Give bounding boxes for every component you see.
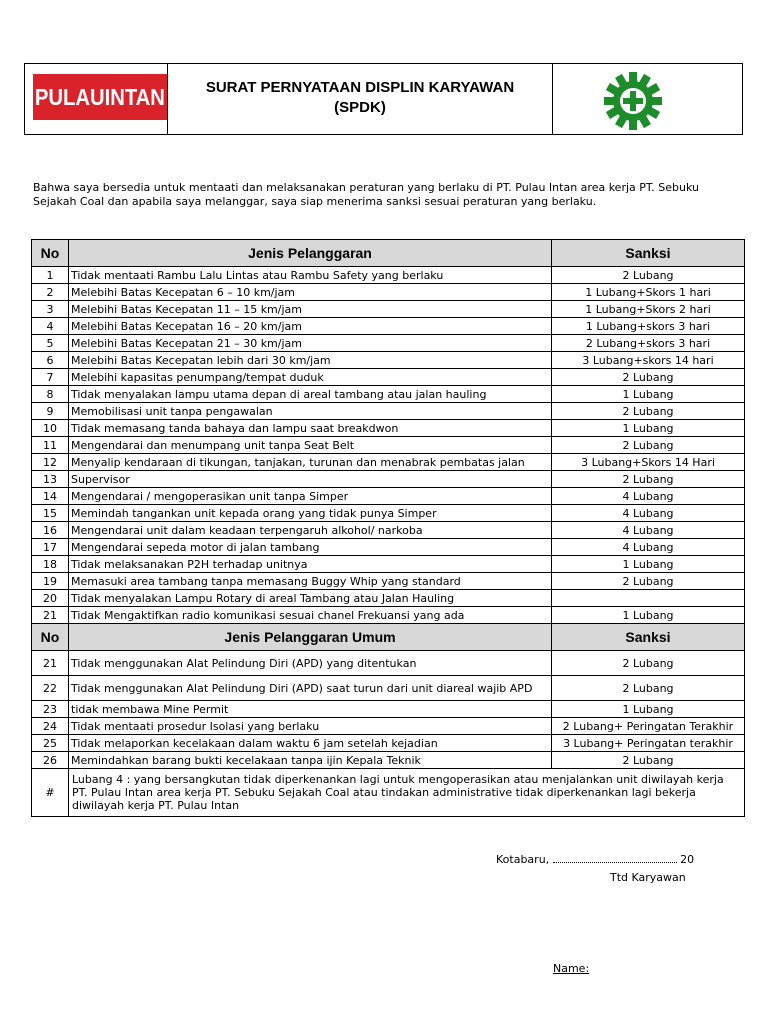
logo-text: PULAUINTAN — [34, 83, 166, 110]
table-row — [32, 471, 745, 488]
row-number: 9 — [32, 403, 69, 420]
violations-table — [31, 239, 745, 817]
table-row — [32, 267, 745, 284]
sanction-text: 2 Lubang — [552, 437, 745, 454]
table-row — [32, 284, 745, 301]
row-number: 8 — [32, 386, 69, 403]
table-row — [32, 369, 745, 386]
document-title — [168, 78, 552, 118]
violation-text: Melebihi Batas Kecepatan 16 – 20 km/jam — [69, 318, 552, 335]
row-number: 5 — [32, 335, 69, 352]
violation-text: Memindahkan barang bukti kecelakaan tanpa ijin Kepala Teknik — [69, 752, 552, 769]
sanction-text: 3 Lubang+Skors 14 Hari — [552, 454, 745, 471]
row-number: 24 — [32, 718, 69, 735]
sanction-text: 1 Lubang+Skors 1 hari — [552, 284, 745, 301]
violation-text: tidak membawa Mine Permit — [69, 701, 552, 718]
violation-text: Memasuki area tambang tanpa memasang Buggy Whip yang standard — [69, 573, 552, 590]
sanction-text: 1 Lubang — [552, 420, 745, 437]
table-row — [32, 301, 745, 318]
sanction-text: 3 Lubang+ Peringatan terakhir — [552, 735, 745, 752]
row-number: 26 — [32, 752, 69, 769]
violation-text: Mengendarai sepeda motor di jalan tambang — [69, 539, 552, 556]
row-number: 23 — [32, 701, 69, 718]
violation-text: Melebihi kapasitas penumpang/tempat duduk — [69, 369, 552, 386]
sanction-text: 3 Lubang+skors 14 hari — [552, 352, 745, 369]
row-number: 18 — [32, 556, 69, 573]
row-number: 3 — [32, 301, 69, 318]
sanction-text: 2 Lubang — [552, 651, 745, 676]
col-jenis-header: Jenis Pelanggaran — [69, 240, 552, 267]
header-box — [24, 63, 743, 135]
violation-text: Tidak mentaati Rambu Lalu Lintas atau Rambu Safety yang berlaku — [69, 267, 552, 284]
sanction-text: 2 Lubang — [552, 267, 745, 284]
signature-place: Kotabaru, — [496, 853, 550, 866]
general-violations-table-body — [32, 624, 745, 769]
sanction-text: 4 Lubang — [552, 522, 745, 539]
signature-year: 20 — [680, 853, 695, 866]
table-header-row — [32, 624, 745, 651]
table-row — [32, 420, 745, 437]
sanction-text: 4 Lubang — [552, 488, 745, 505]
header-divider — [552, 64, 553, 134]
col-jenis-umum-header: Jenis Pelanggaran Umum — [69, 624, 552, 651]
sanction-text: 2 Lubang+skors 3 hari — [552, 335, 745, 352]
row-number: 22 — [32, 676, 69, 701]
sanction-text: 4 Lubang — [552, 505, 745, 522]
violation-text: Supervisor — [69, 471, 552, 488]
row-number: 20 — [32, 590, 69, 607]
violation-text: Tidak menyalakan Lampu Rotary di areal Tambang atau Jalan Hauling — [69, 590, 552, 607]
table-header-row — [32, 240, 745, 267]
violation-text: Tidak memasang tanda bahaya dan lampu saat breakdwon — [69, 420, 552, 437]
row-number: 16 — [32, 522, 69, 539]
row-number: 21 — [32, 651, 69, 676]
table-row — [32, 718, 745, 735]
sanction-text: 2 Lubang — [552, 573, 745, 590]
violation-text: Melebihi Batas Kecepatan lebih dari 30 km/jam — [69, 352, 552, 369]
row-number: 19 — [32, 573, 69, 590]
violation-text: Tidak melaporkan kecelakaan dalam waktu 6 jam setelah kejadian — [69, 735, 552, 752]
sanction-text: 2 Lubang — [552, 403, 745, 420]
note-body — [32, 769, 745, 817]
table-row — [32, 735, 745, 752]
row-number: 13 — [32, 471, 69, 488]
sanction-text: 4 Lubang — [552, 539, 745, 556]
table-row — [32, 403, 745, 420]
table-row — [32, 676, 745, 701]
row-number: 11 — [32, 437, 69, 454]
name-label: Name: — [553, 962, 590, 975]
violation-text: Melebihi Batas Kecepatan 21 – 30 km/jam — [69, 335, 552, 352]
violations-table-body — [32, 240, 745, 624]
table-row — [32, 454, 745, 471]
table-row — [32, 752, 745, 769]
table-row — [32, 573, 745, 590]
row-number: 14 — [32, 488, 69, 505]
row-number: 17 — [32, 539, 69, 556]
col-no-header: No — [32, 624, 69, 651]
violation-text: Tidak mentaati prosedur Isolasi yang berlaku — [69, 718, 552, 735]
sanction-text: 2 Lubang — [552, 369, 745, 386]
safety-gear-cross-icon — [603, 71, 663, 131]
sanction-text: 1 Lubang+skors 3 hari — [552, 318, 745, 335]
note-row — [32, 769, 745, 817]
note-text: Lubang 4 : yang bersangkutan tidak diperkenankan lagi untuk mengoperasikan atau menjalankan unit diwilayah kerja PT. Pulau Intan area kerja PT. Sebuku Sejakah Coal atau tindakan administrative tidak diperkenankan lagi bekerja diwilayah kerja PT. Pulau Intan — [69, 769, 745, 817]
row-number: 7 — [32, 369, 69, 386]
row-number: 21 — [32, 607, 69, 624]
table-row — [32, 539, 745, 556]
violation-text: Mengendarai dan menumpang unit tanpa Seat Belt — [69, 437, 552, 454]
sanction-text: 2 Lubang+ Peringatan Terakhir — [552, 718, 745, 735]
violation-text: Tidak Mengaktifkan radio komunikasi sesuai chanel Frekuansi yang ada — [69, 607, 552, 624]
table-row — [32, 318, 745, 335]
title-line-1: SURAT PERNYATAAN DISPLIN KARYAWAN — [205, 79, 515, 96]
signature-date — [496, 853, 694, 866]
table-row — [32, 505, 745, 522]
violation-text: Tidak menyalakan lampu utama depan di areal tambang atau jalan hauling — [69, 386, 552, 403]
row-number: 12 — [32, 454, 69, 471]
sanction-text — [552, 590, 745, 607]
violation-text: Tidak melaksanakan P2H terhadap unitnya — [69, 556, 552, 573]
violation-text: Melebihi Batas Kecepatan 11 – 15 km/jam — [69, 301, 552, 318]
violation-text: Menyalip kendaraan di tikungan, tanjakan, turunan dan menabrak pembatas jalan — [69, 454, 552, 471]
table-row — [32, 437, 745, 454]
sanction-text: 1 Lubang+Skors 2 hari — [552, 301, 745, 318]
row-number: 25 — [32, 735, 69, 752]
table-row — [32, 701, 745, 718]
date-blank[interactable] — [553, 862, 677, 863]
table-row — [32, 651, 745, 676]
row-number: 2 — [32, 284, 69, 301]
violation-text: Melebihi Batas Kecepatan 6 – 10 km/jam — [69, 284, 552, 301]
violation-text: Tidak menggunakan Alat Pelindung Diri (APD) yang ditentukan — [69, 651, 552, 676]
violation-text: Memobilisasi unit tanpa pengawalan — [69, 403, 552, 420]
row-number: 1 — [32, 267, 69, 284]
signature-label: Ttd Karyawan — [610, 871, 686, 884]
title-line-2: (SPDK) — [334, 99, 386, 116]
sanction-text: 1 Lubang — [552, 607, 745, 624]
row-number: 10 — [32, 420, 69, 437]
table-row — [32, 556, 745, 573]
table-row — [32, 488, 745, 505]
table-row — [32, 335, 745, 352]
sanction-text: 1 Lubang — [552, 701, 745, 718]
note-marker: # — [32, 769, 69, 817]
violation-text: Tidak menggunakan Alat Pelindung Diri (APD) saat turun dari unit diareal wajib APD — [69, 676, 552, 701]
sanction-text: 2 Lubang — [552, 471, 745, 488]
violation-text: Memindah tangankan unit kepada orang yang tidak punya Simper — [69, 505, 552, 522]
row-number: 4 — [32, 318, 69, 335]
table-row — [32, 386, 745, 403]
sanction-text: 1 Lubang — [552, 556, 745, 573]
sanction-text: 2 Lubang — [552, 676, 745, 701]
sanction-text: 2 Lubang — [552, 752, 745, 769]
table-row — [32, 522, 745, 539]
col-no-header: No — [32, 240, 69, 267]
sanction-text: 1 Lubang — [552, 386, 745, 403]
violation-text: Mengendarai / mengoperasikan unit tanpa Simper — [69, 488, 552, 505]
col-sanksi-header: Sanksi — [552, 624, 745, 651]
intro-statement: Bahwa saya bersedia untuk mentaati dan melaksanakan peraturan yang berlaku di PT. Pulau Intan area kerja PT. Sebuku Sejakah Coal dan apabila saya melanggar, saya siap menerima sanksi sesuai peraturan yang berlaku. — [33, 181, 700, 208]
row-number: 6 — [32, 352, 69, 369]
row-number: 15 — [32, 505, 69, 522]
violation-text: Mengendarai unit dalam keadaan terpengaruh alkohol/ narkoba — [69, 522, 552, 539]
company-logo — [33, 74, 167, 120]
col-sanksi-header: Sanksi — [552, 240, 745, 267]
table-row — [32, 352, 745, 369]
table-row — [32, 607, 745, 624]
table-row — [32, 590, 745, 607]
